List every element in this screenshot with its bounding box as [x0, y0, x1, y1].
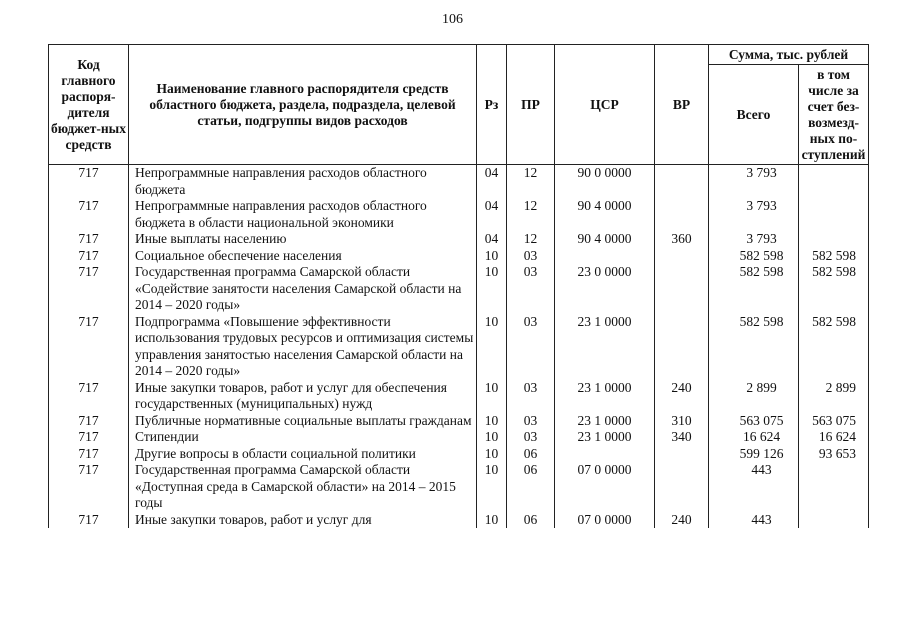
- row-total: 443: [709, 462, 799, 512]
- row-incl: 16 624: [799, 429, 869, 446]
- row-total: 443: [709, 512, 799, 529]
- row-rz: 10: [477, 264, 507, 314]
- row-code: 717: [49, 380, 129, 413]
- row-csr: 90 4 0000: [555, 198, 655, 231]
- row-name: Подпрограмма «Повышение эффективности использования трудовых ресурсов и оптимизация системы управления занятостью населения Самарской области на 2014 – 2020 годы»: [129, 314, 477, 380]
- row-name: Государственная программа Самарской области «Доступная среда в Самарской области» на 2014 – 2015 годы: [129, 462, 477, 512]
- row-rz: 10: [477, 248, 507, 265]
- row-name: Стипендии: [129, 429, 477, 446]
- row-pr: 03: [507, 314, 555, 380]
- table-row: [49, 314, 869, 380]
- row-vr: [655, 198, 709, 231]
- row-vr: 310: [655, 413, 709, 430]
- table-header: [49, 45, 869, 165]
- row-vr: [655, 248, 709, 265]
- row-rz: 10: [477, 380, 507, 413]
- row-incl: 2 899: [799, 380, 869, 413]
- row-code: 717: [49, 413, 129, 430]
- row-code: 717: [49, 198, 129, 231]
- row-total: 582 598: [709, 264, 799, 314]
- row-total: 563 075: [709, 413, 799, 430]
- row-csr: 23 1 0000: [555, 429, 655, 446]
- row-total: 2 899: [709, 380, 799, 413]
- row-name: Иные закупки товаров, работ и услуг для: [129, 512, 477, 529]
- header-incl: в том числе за счет без-возмезд-ных по-ступлений: [799, 65, 869, 165]
- row-code: 717: [49, 446, 129, 463]
- row-code: 717: [49, 264, 129, 314]
- row-csr: 23 1 0000: [555, 314, 655, 380]
- row-vr: 240: [655, 380, 709, 413]
- row-pr: 03: [507, 429, 555, 446]
- row-name: Социальное обеспечение населения: [129, 248, 477, 265]
- row-csr: 90 4 0000: [555, 231, 655, 248]
- row-pr: 06: [507, 446, 555, 463]
- row-rz: 10: [477, 462, 507, 512]
- row-pr: 06: [507, 512, 555, 529]
- row-rz: 04: [477, 165, 507, 199]
- header-sum-group: Сумма, тыс. рублей: [709, 45, 869, 65]
- table-row: [49, 462, 869, 512]
- row-name: Публичные нормативные социальные выплаты гражданам: [129, 413, 477, 430]
- row-code: 717: [49, 462, 129, 512]
- row-pr: 12: [507, 231, 555, 248]
- row-total: 3 793: [709, 198, 799, 231]
- row-csr: 07 0 0000: [555, 512, 655, 529]
- row-rz: 04: [477, 198, 507, 231]
- row-csr: [555, 248, 655, 265]
- table-row: [49, 413, 869, 430]
- header-vr: ВР: [655, 45, 709, 165]
- row-code: 717: [49, 314, 129, 380]
- table-row: [49, 165, 869, 199]
- row-vr: [655, 264, 709, 314]
- row-csr: [555, 446, 655, 463]
- row-rz: 10: [477, 512, 507, 529]
- row-total: 599 126: [709, 446, 799, 463]
- row-rz: 10: [477, 413, 507, 430]
- header-csr: ЦСР: [555, 45, 655, 165]
- row-incl: 563 075: [799, 413, 869, 430]
- row-pr: 03: [507, 413, 555, 430]
- table-row: [49, 429, 869, 446]
- header-code: Код главного распоря-дителя бюджет-ных средств: [49, 45, 129, 165]
- row-csr: 23 1 0000: [555, 380, 655, 413]
- row-pr: 06: [507, 462, 555, 512]
- row-vr: [655, 462, 709, 512]
- row-incl: 582 598: [799, 264, 869, 314]
- row-code: 717: [49, 429, 129, 446]
- row-pr: 03: [507, 380, 555, 413]
- row-rz: 10: [477, 446, 507, 463]
- header-total: Всего: [709, 65, 799, 165]
- row-code: 717: [49, 512, 129, 529]
- row-total: 582 598: [709, 314, 799, 380]
- page-number: 106: [442, 12, 463, 27]
- row-vr: 340: [655, 429, 709, 446]
- table-row: [49, 446, 869, 463]
- row-code: 717: [49, 165, 129, 199]
- row-vr: [655, 165, 709, 199]
- row-vr: [655, 446, 709, 463]
- table-row: [49, 512, 869, 529]
- row-name: Непрограммные направления расходов областного бюджета: [129, 165, 477, 199]
- row-rz: 10: [477, 429, 507, 446]
- row-pr: 12: [507, 165, 555, 199]
- row-csr: 23 1 0000: [555, 413, 655, 430]
- row-name: Иные выплаты населению: [129, 231, 477, 248]
- row-pr: 12: [507, 198, 555, 231]
- row-name: Государственная программа Самарской области «Содействие занятости населения Самарской области на 2014 – 2020 годы»: [129, 264, 477, 314]
- header-name: Наименование главного распорядителя средств областного бюджета, раздела, подраздела, целевой статьи, подгруппы видов расходов: [129, 45, 477, 165]
- row-total: 3 793: [709, 231, 799, 248]
- row-vr: [655, 314, 709, 380]
- table-row: [49, 380, 869, 413]
- row-vr: 360: [655, 231, 709, 248]
- row-rz: 04: [477, 231, 507, 248]
- row-pr: 03: [507, 248, 555, 265]
- row-code: 717: [49, 231, 129, 248]
- table-row: [49, 198, 869, 231]
- row-csr: 23 0 0000: [555, 264, 655, 314]
- row-vr: 240: [655, 512, 709, 529]
- row-total: 16 624: [709, 429, 799, 446]
- row-total: 3 793: [709, 165, 799, 199]
- header-pr: ПР: [507, 45, 555, 165]
- row-incl: 93 653: [799, 446, 869, 463]
- table-row: [49, 231, 869, 248]
- row-name: Иные закупки товаров, работ и услуг для обеспечения государственных (муниципальных) нужд: [129, 380, 477, 413]
- row-pr: 03: [507, 264, 555, 314]
- row-csr: 90 0 0000: [555, 165, 655, 199]
- table-body: [49, 165, 869, 529]
- row-total: 582 598: [709, 248, 799, 265]
- row-incl: [799, 462, 869, 512]
- header-rz: Рз: [477, 45, 507, 165]
- row-incl: [799, 198, 869, 231]
- row-name: Непрограммные направления расходов областного бюджета в области национальной экономики: [129, 198, 477, 231]
- row-incl: 582 598: [799, 314, 869, 380]
- row-incl: 582 598: [799, 248, 869, 265]
- row-incl: [799, 512, 869, 529]
- row-rz: 10: [477, 314, 507, 380]
- table-row: [49, 264, 869, 314]
- row-name: Другие вопросы в области социальной политики: [129, 446, 477, 463]
- table-row: [49, 248, 869, 265]
- budget-table: [48, 44, 869, 528]
- row-incl: [799, 165, 869, 199]
- row-csr: 07 0 0000: [555, 462, 655, 512]
- row-incl: [799, 231, 869, 248]
- row-code: 717: [49, 248, 129, 265]
